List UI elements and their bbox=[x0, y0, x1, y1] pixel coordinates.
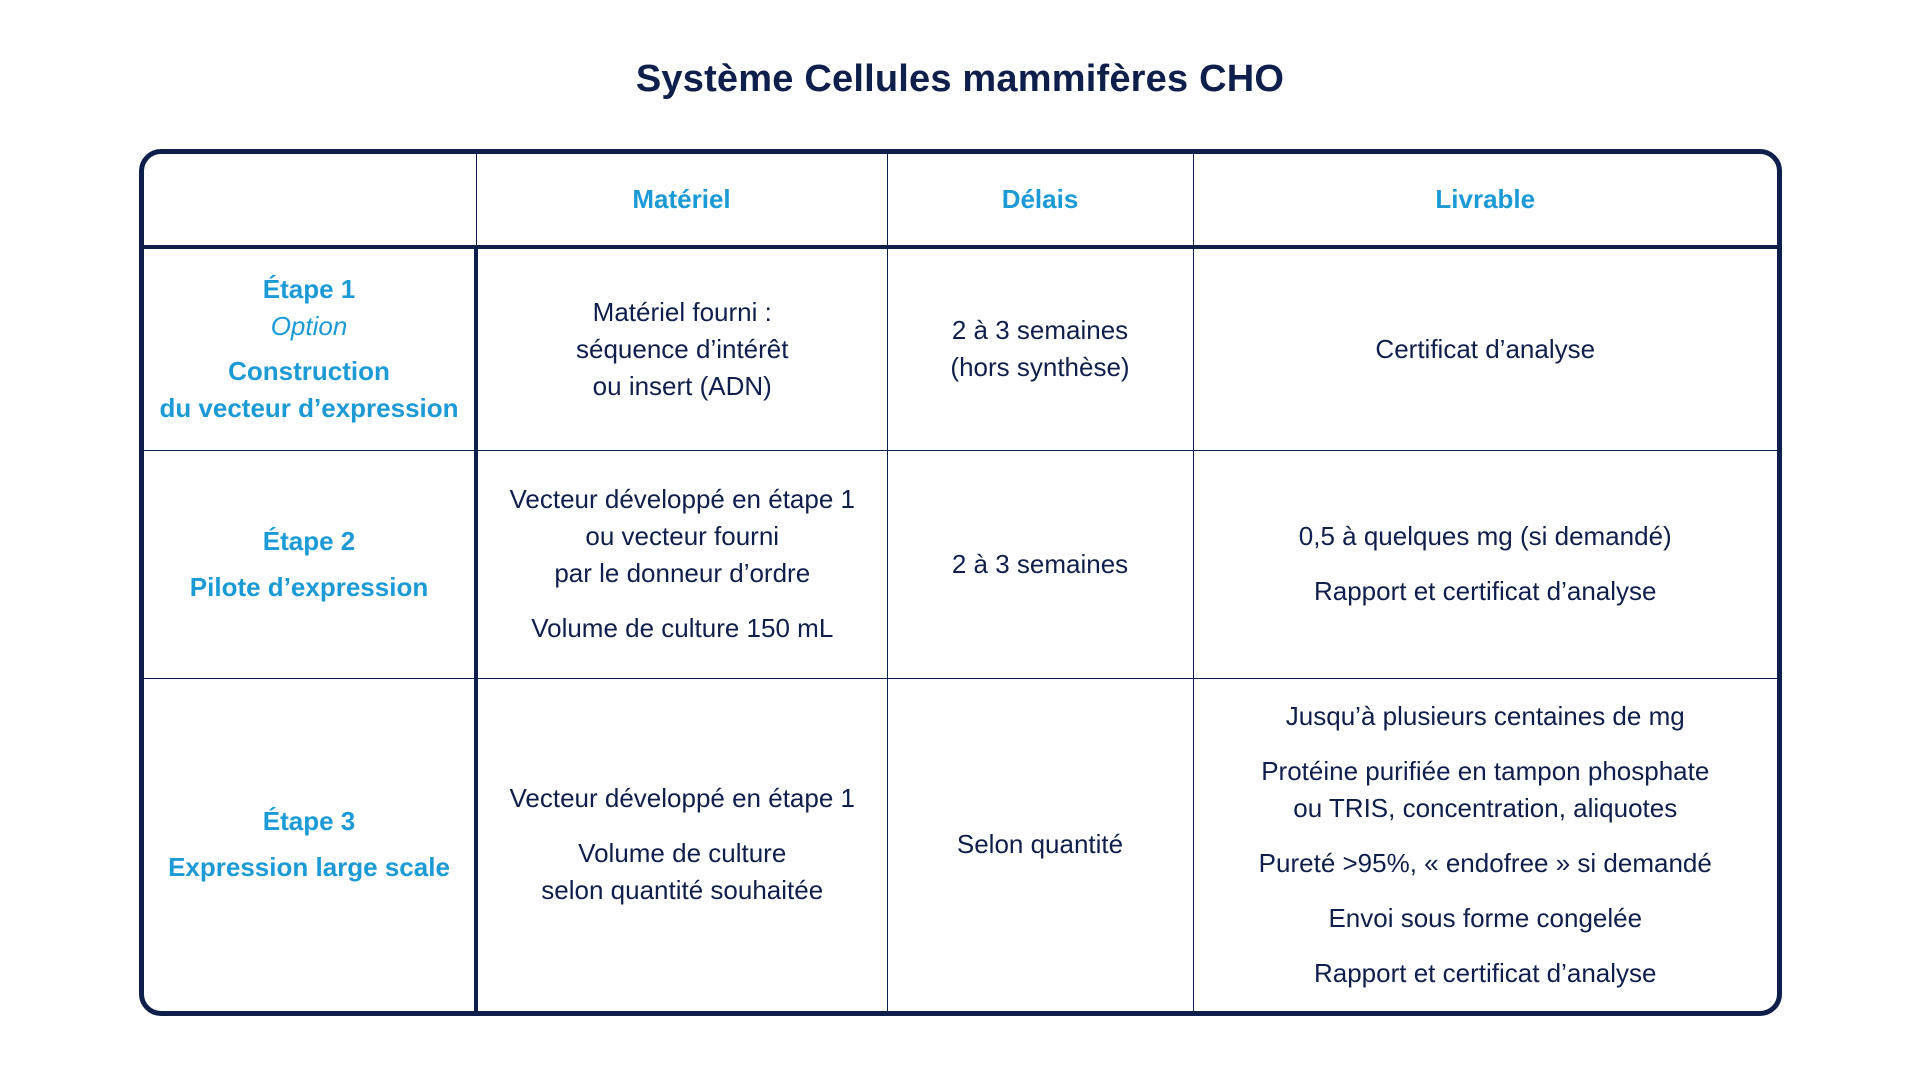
livrable-text: 0,5 à quelques mg (si demandé) bbox=[1298, 521, 1672, 551]
stage-name: Expression large scale bbox=[168, 852, 450, 883]
materiel-cell bbox=[476, 450, 887, 678]
livrable-text: Certificat d’analyse bbox=[1375, 333, 1596, 364]
materiel-cell bbox=[476, 678, 887, 1011]
materiel-text: Volume de culture 150 mL bbox=[531, 613, 834, 643]
stage-label: Étape 3 bbox=[262, 806, 356, 837]
materiel-cell bbox=[476, 247, 887, 450]
livrable-text: Envoi sous forme congelée bbox=[1328, 902, 1643, 933]
delais-text: 2 à 3 semaines (hors synthèse) bbox=[950, 315, 1130, 383]
table-row-etape-3 bbox=[144, 678, 1777, 1011]
materiel-text: Vecteur développé en étape 1 ou vecteur fourni par le donneur d’ordre bbox=[509, 484, 855, 588]
delais-cell bbox=[887, 450, 1193, 678]
page-title: Système Cellules mammifères CHO bbox=[635, 58, 1285, 100]
materiel-text: Matériel fourni : séquence d’intérêt ou insert (ADN) bbox=[576, 296, 789, 401]
stage-cell bbox=[144, 678, 476, 1011]
header-cell-empty bbox=[144, 154, 476, 247]
livrable-text: Rapport et certificat d’analyse bbox=[1313, 576, 1657, 606]
stage-cell bbox=[144, 247, 476, 450]
delais-cell bbox=[887, 247, 1193, 450]
header-cell-livrable: Livrable bbox=[1193, 154, 1777, 247]
livrable-text: Jusqu’à plusieurs centaines de mg bbox=[1285, 700, 1685, 731]
livrable-text: Protéine purifiée en tampon phosphate ou TRIS, concentration, aliquotes bbox=[1261, 755, 1710, 823]
stage-label: Étape 1 bbox=[262, 274, 356, 305]
stage-label: Étape 2 bbox=[262, 525, 356, 556]
offer-table bbox=[139, 149, 1782, 1016]
header-cell-delais: Délais bbox=[887, 154, 1193, 247]
livrable-text: Pureté >95%, « endofree » si demandé bbox=[1258, 847, 1712, 878]
livrable-cell bbox=[1193, 247, 1777, 450]
header-cell-materiel: Matériel bbox=[476, 154, 887, 247]
delais-text: Selon quantité bbox=[956, 829, 1124, 860]
table-header-row bbox=[144, 154, 1777, 247]
table-row-etape-2 bbox=[144, 450, 1777, 678]
materiel-text: Vecteur développé en étape 1 bbox=[509, 783, 855, 814]
stage-name: Construction du vecteur d’expression bbox=[159, 356, 459, 424]
materiel-text: Volume de culture selon quantité souhaitée bbox=[541, 838, 824, 906]
livrable-cell bbox=[1193, 678, 1777, 1011]
delais-cell bbox=[887, 678, 1193, 1011]
delais-text: 2 à 3 semaines bbox=[951, 548, 1129, 579]
livrable-text: Rapport et certificat d’analyse bbox=[1313, 957, 1657, 988]
stage-name: Pilote d’expression bbox=[189, 571, 429, 602]
stage-cell bbox=[144, 450, 476, 678]
offer-table-grid bbox=[144, 154, 1777, 1011]
table-row-etape-1 bbox=[144, 247, 1777, 450]
livrable-cell bbox=[1193, 450, 1777, 678]
stage-option: Option bbox=[270, 311, 348, 342]
